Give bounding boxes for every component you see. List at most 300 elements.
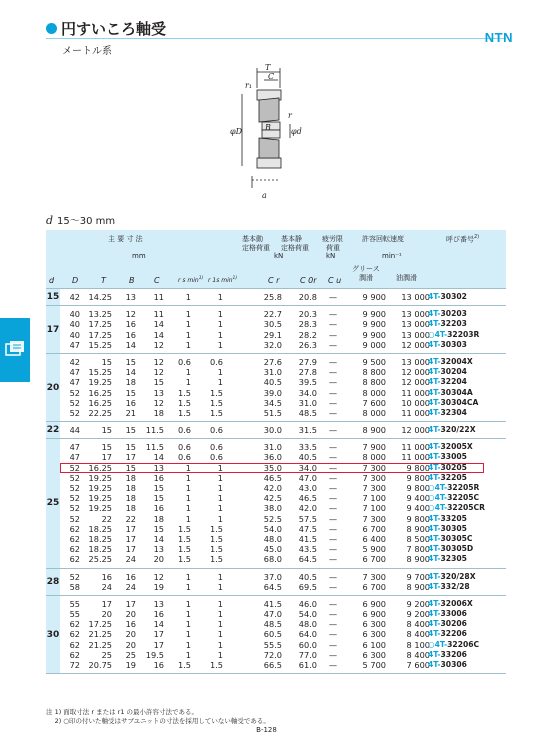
cell-B: 18 [125, 493, 136, 504]
bearing-prefix: 4T- [428, 356, 441, 366]
cell-Cr: 47.0 [263, 609, 282, 620]
cell-g: 6 300 [362, 629, 386, 640]
cell-C0r: 43.0 [298, 483, 317, 493]
bearing-prefix: 4T- [428, 609, 441, 619]
bore-diameter-cell: 17 [46, 306, 60, 353]
bore-group-15 [46, 288, 506, 305]
cell-rs: 0.6 [177, 442, 191, 453]
cell-bearing-number [428, 309, 506, 319]
cell-D: 52 [69, 571, 80, 582]
cell-C0r: 41.5 [298, 533, 317, 544]
bearing-prefix: 4T- [428, 544, 441, 554]
bearing-section-icon [5, 340, 25, 358]
bearing-number: 33006 [440, 609, 467, 619]
cell-Cu: — [328, 377, 338, 388]
cell-rs: 1 [185, 571, 191, 582]
cell-C0r: 64.5 [298, 554, 317, 565]
cell-Cr: 39.0 [263, 387, 282, 398]
title-bullet-icon [46, 23, 57, 34]
table-row [46, 629, 506, 639]
cell-Cu: — [328, 319, 338, 330]
cell-B: 12 [125, 309, 136, 320]
cell-rs: 1 [185, 503, 191, 514]
cell-C0r: 40.5 [298, 571, 317, 582]
cell-Cr: 42.0 [263, 483, 282, 493]
cell-D: 52 [69, 493, 80, 504]
hdr-fatigue1: 疲労限 [322, 235, 343, 243]
cell-T: 18.25 [88, 523, 112, 534]
cell-rs: 1.5 [177, 554, 191, 565]
cell-bearing-number [428, 554, 506, 564]
cell-Cu: — [328, 513, 338, 524]
table-row [46, 377, 506, 387]
cell-B: 18 [125, 472, 136, 483]
cell-g: 8 000 [362, 407, 386, 418]
hdr-col-Cu: C u [328, 276, 342, 285]
cell-rs: 1 [185, 649, 191, 660]
bearing-number: 32005X [440, 442, 473, 452]
page-subtitle: メートル系 [62, 46, 112, 57]
bearing-number: 30205 [440, 462, 467, 472]
cell-g: 6 300 [362, 649, 386, 660]
cell-B: 17 [125, 544, 136, 555]
cell-T: 20 [101, 609, 112, 620]
cell-Cr: 31.0 [263, 442, 282, 453]
cell-Cr: 51.5 [263, 407, 282, 418]
cell-D: 52 [69, 483, 80, 493]
cell-bearing-number [428, 629, 506, 639]
cell-T: 21.25 [88, 629, 112, 640]
cell-Cr: 32.0 [263, 339, 282, 350]
cell-C0r: 42.0 [298, 503, 317, 514]
cell-C0r: 31.5 [298, 425, 317, 436]
cell-C: 13 [153, 544, 164, 555]
cell-Cu: — [328, 660, 338, 670]
dim-r: r [288, 111, 292, 120]
cell-B: 19 [125, 660, 136, 670]
bearing-prefix: 4T- [428, 339, 441, 349]
cell-Cr: 34.5 [263, 397, 282, 408]
cell-rs: 1 [185, 609, 191, 620]
cell-C0r: 47.0 [298, 472, 317, 483]
cell-g: 6 300 [362, 619, 386, 630]
cell-o: 8 100 [406, 639, 430, 650]
cell-r1: 1.5 [209, 533, 223, 544]
cell-rs: 1.5 [177, 533, 191, 544]
cell-Cu: — [328, 462, 338, 473]
cell-C0r: 39.5 [298, 377, 317, 388]
cell-r1: 1 [217, 513, 223, 524]
title-rule [46, 38, 506, 39]
cell-r1: 1 [217, 493, 223, 504]
cell-B: 22 [125, 513, 136, 524]
cell-o: 8 500 [406, 533, 430, 544]
cell-bearing-number [428, 572, 506, 582]
cell-D: 55 [69, 598, 80, 609]
cell-bearing-number [428, 319, 506, 329]
cell-g: 9 900 [362, 319, 386, 330]
cell-Cu: — [328, 639, 338, 650]
cell-D: 52 [69, 387, 80, 398]
cell-g: 9 900 [362, 329, 386, 340]
cell-g: 7 900 [362, 442, 386, 453]
cell-C: 12 [153, 367, 164, 378]
cell-bearing-number [428, 619, 506, 629]
bearing-prefix: ○4T- [428, 503, 448, 513]
cell-C: 14 [153, 452, 164, 463]
cell-bearing-number [428, 534, 506, 544]
table-row [46, 544, 506, 554]
table-row [46, 357, 506, 367]
cell-g: 5 700 [362, 660, 386, 670]
bore-group-22 [46, 421, 506, 438]
cell-C0r: 27.8 [298, 367, 317, 378]
cell-bearing-number [428, 609, 506, 619]
cell-C: 15 [153, 377, 164, 388]
cell-Cu: — [328, 598, 338, 609]
cell-Cu: — [328, 356, 338, 367]
cell-D: 52 [69, 407, 80, 418]
cell-bearing-number [428, 514, 506, 524]
bore-diameter-cell: 25 [46, 439, 60, 567]
cell-B: 15 [125, 462, 136, 473]
cell-T: 16 [101, 571, 112, 582]
cell-r1: 1 [217, 329, 223, 340]
cell-Cr: 72.0 [263, 649, 282, 660]
cell-C0r: 77.0 [298, 649, 317, 660]
cell-bearing-number [428, 660, 506, 670]
hdr-load1b: 定格荷重 [242, 244, 270, 252]
table-row [46, 442, 506, 452]
bearing-number: 32203 [440, 319, 467, 329]
bore-diameter-cell: 20 [46, 354, 60, 421]
cell-T: 21.25 [88, 639, 112, 650]
cell-Cr: 29.1 [263, 329, 282, 340]
cell-bearing-number [428, 388, 506, 398]
cell-T: 16.25 [88, 397, 112, 408]
cell-Cr: 31.0 [263, 367, 282, 378]
dim-C: C [268, 72, 275, 81]
bearing-number: 30305D [440, 544, 474, 554]
cell-C: 15 [153, 483, 164, 493]
cell-C0r: 34.0 [298, 462, 317, 473]
hdr-grease-sub: 潤滑 [359, 274, 373, 282]
bearing-prefix: 4T- [428, 292, 441, 301]
cell-o: 9 200 [406, 598, 430, 609]
cell-Cr: 22.7 [263, 309, 282, 320]
cell-r1: 1 [217, 619, 223, 630]
cell-Cr: 68.0 [263, 554, 282, 565]
bearing-number: 33206 [440, 649, 467, 659]
bearing-cross-section-diagram [212, 58, 322, 206]
cell-bearing-number [428, 425, 506, 435]
cell-B: 16 [125, 397, 136, 408]
cell-Cu: — [328, 407, 338, 418]
cell-r1: 1.5 [209, 523, 223, 534]
cell-o: 8 900 [406, 554, 430, 565]
bore-diameter-cell: 28 [46, 569, 60, 595]
cell-rs: 1 [185, 367, 191, 378]
bearing-number: 32206C [447, 639, 480, 649]
page-title [46, 18, 166, 39]
cell-D: 62 [69, 533, 80, 544]
hdr-col-r1: r 1s $\min^{1)}$ [208, 276, 238, 284]
cell-o: 9 800 [406, 462, 430, 473]
bearing-prefix: 4T- [428, 425, 441, 435]
cell-D: 52 [69, 397, 80, 408]
brand-logo: NTN [484, 30, 513, 45]
cell-C: 12 [153, 356, 164, 367]
cell-Cu: — [328, 472, 338, 483]
cell-o: 9 800 [406, 513, 430, 524]
table-row [46, 483, 506, 493]
bearing-prefix: 4T- [428, 619, 441, 629]
cell-T: 18.25 [88, 533, 112, 544]
cell-rs: 0.6 [177, 356, 191, 367]
table-row [46, 534, 506, 544]
cell-T: 22 [101, 513, 112, 524]
table-row [46, 660, 506, 670]
cell-T: 22.25 [88, 407, 112, 418]
table-row [46, 330, 506, 340]
cell-r1: 1.5 [209, 660, 223, 670]
bearing-number: 32004X [440, 356, 473, 366]
cell-bearing-number [428, 357, 506, 367]
cell-g: 9 900 [362, 292, 386, 302]
hdr-load-unit: kN [274, 252, 284, 260]
cell-o: 7 800 [406, 544, 430, 555]
cell-bearing-number [428, 292, 506, 302]
table-row [46, 503, 506, 513]
table-row [46, 640, 506, 650]
cell-C: 19.5 [145, 649, 164, 660]
cell-o: 9 700 [406, 571, 430, 582]
hdr-col-d: d [49, 276, 55, 285]
bearing-number: 30304A [440, 387, 473, 397]
cell-D: 40 [69, 319, 80, 330]
cell-r1: 1.5 [209, 397, 223, 408]
cell-rs: 1 [185, 377, 191, 388]
cell-g: 6 700 [362, 523, 386, 534]
cell-bearing-number [428, 340, 506, 350]
bearing-number: 32205CR [447, 503, 485, 513]
cell-C0r: 40.5 [298, 452, 317, 463]
cell-D: 62 [69, 554, 80, 565]
hdr-bearing-no: 呼び番号$^{2)}$ [446, 234, 480, 244]
bearing-prefix: 4T- [428, 407, 441, 417]
bore-group-30 [46, 595, 506, 673]
bore-group-20 [46, 353, 506, 421]
cell-Cu: — [328, 309, 338, 320]
bearing-prefix: 4T- [428, 462, 441, 472]
bearing-prefix: 4T- [428, 309, 441, 319]
cell-D: 47 [69, 367, 80, 378]
cell-C: 11 [153, 309, 164, 320]
cell-T: 15 [101, 356, 112, 367]
hdr-col-C0r: C 0r [300, 276, 317, 285]
cell-bearing-number [428, 503, 506, 513]
bearing-number: 32203R [447, 329, 480, 339]
hdr-fatigue2: 荷重 [326, 244, 340, 252]
dim-T: T [265, 63, 271, 72]
cell-B: 25 [125, 649, 136, 660]
cell-C0r: 64.0 [298, 629, 317, 640]
cell-rs: 1 [185, 581, 191, 592]
cell-r1: 1 [217, 319, 223, 330]
cell-g: 8 000 [362, 452, 386, 463]
bearing-prefix: 4T- [428, 660, 441, 669]
cell-T: 19.25 [88, 503, 112, 514]
bearing-number: 30302 [440, 292, 467, 301]
cell-Cr: 38.0 [263, 503, 282, 514]
hdr-col-rs: r s $\min^{1)}$ [178, 276, 204, 284]
bearing-prefix: 4T- [428, 452, 441, 462]
hdr-speed: 許容回転速度 [362, 235, 404, 243]
cell-C: 19 [153, 581, 164, 592]
cell-C: 13 [153, 598, 164, 609]
cell-rs: 1 [185, 493, 191, 504]
cell-C0r: 69.5 [298, 581, 317, 592]
cell-D: 47 [69, 452, 80, 463]
cell-D: 47 [69, 377, 80, 388]
dim-phiD: φD [230, 127, 243, 136]
cell-B: 24 [125, 554, 136, 565]
cell-o: 13 000 [401, 292, 430, 302]
cell-T: 25.25 [88, 554, 112, 565]
cell-o: 13 000 [401, 319, 430, 330]
bearing-number: 32305 [440, 554, 467, 564]
cell-o: 11 000 [401, 387, 430, 398]
dim-phid: φd [291, 127, 302, 136]
cell-C: 16 [153, 609, 164, 620]
cell-B: 15 [125, 442, 136, 453]
cell-bearing-number [428, 599, 506, 609]
title-text: 円すいころ軸受 [61, 20, 167, 38]
cell-Cu: — [328, 329, 338, 340]
cell-Cu: — [328, 292, 338, 302]
cell-o: 7 600 [406, 660, 430, 670]
footnote-2: 2) ○印の付いた軸受はサブユニットの寸法を採用していない軸受である。 [46, 717, 270, 725]
cell-g: 8 800 [362, 367, 386, 378]
cell-B: 14 [125, 367, 136, 378]
cell-C0r: 54.0 [298, 609, 317, 620]
cell-Cu: — [328, 649, 338, 660]
cell-C0r: 27.9 [298, 356, 317, 367]
bearing-prefix: 4T- [428, 387, 441, 397]
cell-Cr: 40.5 [263, 377, 282, 388]
cell-rs: 1.5 [177, 544, 191, 555]
cell-C0r: 26.3 [298, 339, 317, 350]
cell-g: 9 000 [362, 339, 386, 350]
cell-Cr: 60.5 [263, 629, 282, 640]
cell-Cr: 48.0 [263, 533, 282, 544]
cell-C0r: 20.8 [298, 292, 317, 302]
cell-T: 17 [101, 598, 112, 609]
cell-D: 44 [69, 425, 80, 436]
cell-D: 42 [69, 292, 80, 302]
bearing-number: 30203 [440, 309, 467, 319]
table-row [46, 309, 506, 319]
cell-T: 16.25 [88, 387, 112, 398]
cell-C0r: 48.0 [298, 619, 317, 630]
bearing-prefix: 4T- [428, 472, 441, 482]
cell-g: 7 100 [362, 503, 386, 514]
cell-bearing-number [428, 650, 506, 660]
cell-Cu: — [328, 442, 338, 453]
cell-C0r: 57.5 [298, 513, 317, 524]
cell-Cu: — [328, 544, 338, 555]
cell-Cr: 37.0 [263, 571, 282, 582]
table-row [46, 408, 506, 418]
cell-C0r: 47.5 [298, 523, 317, 534]
table-body [46, 288, 506, 673]
cell-rs: 1 [185, 292, 191, 302]
cell-C0r: 34.0 [298, 387, 317, 398]
cell-B: 18 [125, 483, 136, 493]
table-row [46, 582, 506, 592]
cell-D: 52 [69, 503, 80, 514]
cell-B: 17 [125, 598, 136, 609]
cell-r1: 1 [217, 609, 223, 620]
cell-bearing-number [428, 367, 506, 377]
cell-Cu: — [328, 581, 338, 592]
bore-range [46, 212, 115, 227]
cell-rs: 1.5 [177, 407, 191, 418]
table-header [46, 230, 506, 288]
table-row [46, 473, 506, 483]
hdr-dims-unit: mm [132, 252, 146, 260]
cell-C: 12 [153, 339, 164, 350]
table-bottom-rule [46, 673, 506, 674]
cell-r1: 1 [217, 367, 223, 378]
cell-T: 16.25 [88, 462, 112, 473]
cell-Cu: — [328, 367, 338, 378]
footnote-1: 注 1) 面取寸法 r または r1 の最小許容寸法である。 [46, 708, 199, 716]
cell-T: 15 [101, 442, 112, 453]
hdr-col-Cr: C r [268, 276, 280, 285]
cell-Cu: — [328, 609, 338, 620]
cell-B: 15 [125, 356, 136, 367]
bearing-prefix: 4T- [428, 319, 441, 329]
cell-Cu: — [328, 493, 338, 504]
cell-D: 62 [69, 544, 80, 555]
cell-Cu: — [328, 503, 338, 514]
cell-rs: 1 [185, 513, 191, 524]
cell-r1: 1.5 [209, 387, 223, 398]
bearing-number: 30204 [440, 367, 467, 377]
cell-C0r: 48.5 [298, 407, 317, 418]
bearing-number: 33205 [440, 513, 467, 523]
bore-range-text: 15～30 mm [57, 216, 116, 227]
table-row [46, 463, 506, 473]
table-row [46, 599, 506, 609]
cell-Cu: — [328, 554, 338, 565]
cell-B: 13 [125, 292, 136, 302]
cell-D: 47 [69, 442, 80, 453]
table-row [46, 524, 506, 534]
footnotes [46, 708, 270, 726]
cell-rs: 0.6 [177, 452, 191, 463]
bearing-number: 32205R [447, 483, 480, 492]
cell-T: 19.25 [88, 472, 112, 483]
bearing-number: 30304CA [440, 397, 479, 407]
cell-T: 19.25 [88, 483, 112, 493]
cell-D: 52 [69, 462, 80, 473]
cell-C: 13 [153, 462, 164, 473]
cell-Cr: 52.5 [263, 513, 282, 524]
cell-g: 7 300 [362, 513, 386, 524]
cell-g: 7 300 [362, 571, 386, 582]
